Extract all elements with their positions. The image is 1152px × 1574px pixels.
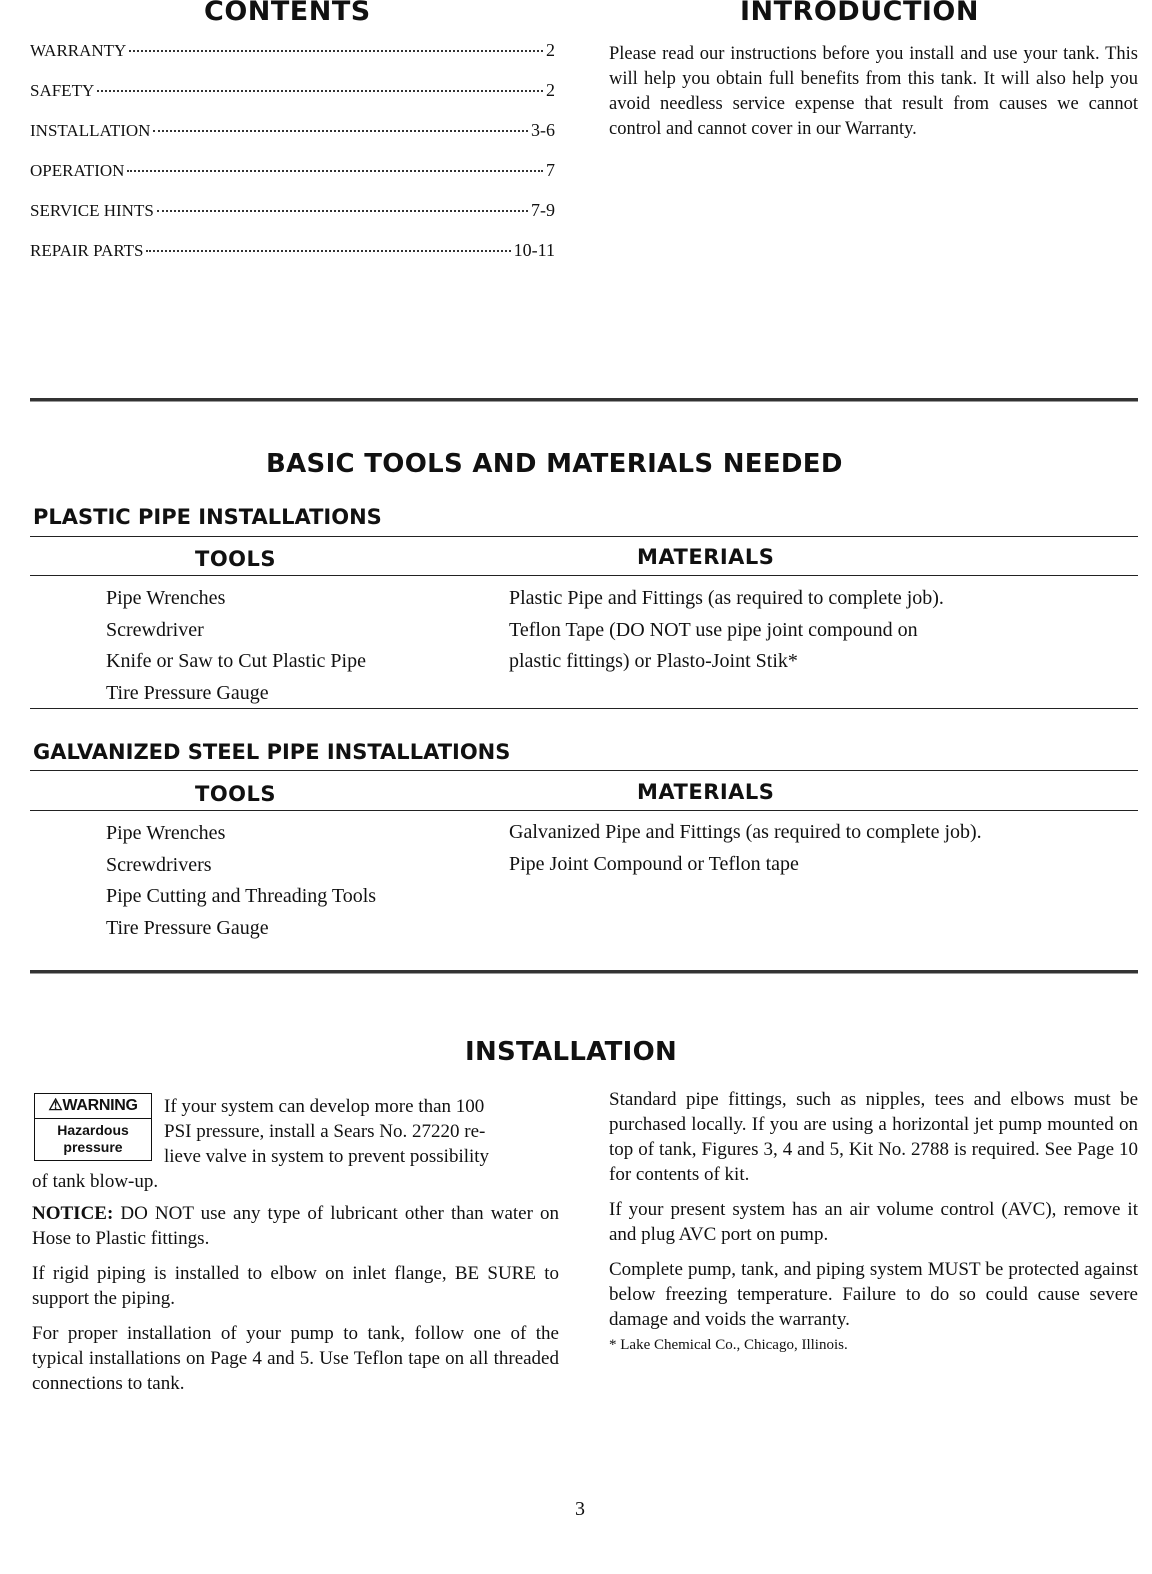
notice-label: NOTICE: [32, 1203, 114, 1224]
warning-header [35, 1094, 151, 1119]
rigid-piping-paragraph: If rigid piping is installed to elbow on inlet flange, BE SURE to support the piping. [32, 1263, 559, 1309]
introduction-text: Please read our instructions before you install and use your tank. This will help you obtain full benefits from this tank. It will also help you avoid needless service expense that result from causes we cannot control and cannot cover in our Warranty. [609, 44, 1138, 139]
toc-page: 3-6 [531, 120, 555, 140]
section-divider [30, 970, 1138, 974]
galvanized-materials-list [509, 817, 982, 880]
list-item: plastic fittings) or Plasto-Joint Stik* [509, 650, 798, 672]
proper-installation-paragraph: For proper installation of your pump to tank, follow one of the typical installations on Page 4 and 5. Use Teflon tape on all threaded connections to tank. [32, 1323, 559, 1394]
list-item: Screwdrivers [106, 853, 212, 876]
section-divider [30, 398, 1138, 402]
toc-page: 10-11 [513, 240, 555, 260]
toc-page: 7 [546, 160, 555, 180]
contents-item-service-hints[interactable] [30, 200, 555, 240]
hazard-line: pressure [63, 1139, 123, 1155]
toc-leader [97, 90, 543, 92]
contents-item-operation[interactable] [30, 160, 555, 200]
installation-right-column [609, 1087, 1138, 1342]
warning-text: WARNING [62, 1097, 138, 1114]
toc-leader [153, 130, 528, 132]
list-item: Pipe Joint Compound or Teflon tape [509, 852, 799, 875]
contents-heading: CONTENTS [204, 0, 371, 27]
toc-label: SERVICE HINTS [30, 201, 154, 220]
list-item: Knife or Saw to Cut Plastic Pipe [106, 650, 366, 672]
toc-leader [129, 50, 543, 52]
freezing-paragraph: Complete pump, tank, and piping system MUST be protected against below freezing temperature. Failure to do so could cause severe damage and voids the warranty. [609, 1259, 1138, 1330]
list-item: Pipe Cutting and Threading Tools [106, 885, 377, 907]
installation-left-column [32, 1201, 559, 1406]
divider-line [30, 536, 1138, 537]
warning-line: If your system can develop more than 100 [164, 1096, 485, 1117]
divider-line [30, 575, 1138, 576]
toc-label: SAFETY [30, 81, 95, 100]
toc-label: OPERATION [30, 161, 125, 180]
divider-line [30, 810, 1138, 811]
installation-heading: INSTALLATION [465, 1037, 678, 1067]
avc-paragraph: If your present system has an air volume control (AVC), remove it and plug AVC port on pump. [609, 1199, 1138, 1245]
galvanized-materials-heading: MATERIALS [637, 780, 775, 804]
contents-item-installation[interactable] [30, 120, 555, 160]
warning-triangle-icon: ⚠ [48, 1097, 63, 1114]
toc-page: 2 [546, 40, 555, 60]
warning-line: lieve valve in system to prevent possibility [164, 1146, 490, 1167]
plastic-materials-list [509, 583, 944, 678]
toc-label: WARRANTY [30, 41, 127, 60]
list-item: Pipe Wrenches [106, 587, 226, 609]
list-item: Tire Pressure Gauge [106, 916, 269, 939]
galvanized-tools-list [106, 818, 376, 944]
plastic-tools-list [106, 583, 366, 709]
divider-line [30, 770, 1138, 771]
list-item: Galvanized Pipe and Fittings (as required to complete job). [509, 821, 982, 843]
page-number: 3 [575, 1498, 585, 1520]
contents-item-safety[interactable] [30, 80, 555, 120]
contents-item-repair-parts[interactable] [30, 240, 555, 280]
hazard-text [35, 1119, 151, 1156]
warning-line: PSI pressure, install a Sears No. 27220 re- [164, 1121, 486, 1142]
warning-label [34, 1093, 152, 1161]
contents-list [30, 40, 555, 280]
plastic-materials-heading: MATERIALS [637, 545, 775, 569]
galvanized-tools-heading: TOOLS [195, 782, 277, 806]
footnote: * Lake Chemical Co., Chicago, Illinois. [609, 1337, 848, 1353]
introduction-heading: INTRODUCTION [740, 0, 979, 27]
list-item: Pipe Wrenches [106, 822, 226, 844]
list-item: Tire Pressure Gauge [106, 681, 269, 704]
plastic-tools-heading: TOOLS [195, 547, 277, 571]
toc-leader [127, 170, 543, 172]
toc-label: INSTALLATION [30, 121, 151, 140]
list-item: Plastic Pipe and Fittings (as required to complete job). [509, 587, 944, 609]
list-item: Screwdriver [106, 618, 204, 641]
warning-line: of tank blow-up. [32, 1171, 159, 1192]
toc-leader [146, 250, 510, 252]
list-item: Teflon Tape (DO NOT use pipe joint compound on [509, 618, 918, 641]
warning-paragraph [164, 1094, 489, 1169]
notice-text: DO NOT use any type of lubricant other than water on Hose to Plastic fittings. [32, 1203, 559, 1249]
galvanized-pipe-heading: GALVANIZED STEEL PIPE INSTALLATIONS [33, 740, 511, 764]
hazard-line: Hazardous [57, 1122, 129, 1138]
contents-item-warranty[interactable] [30, 40, 555, 80]
divider-line [30, 708, 1138, 709]
plastic-pipe-heading: PLASTIC PIPE INSTALLATIONS [33, 505, 382, 529]
toc-label: REPAIR PARTS [30, 241, 144, 260]
toc-page: 2 [546, 80, 555, 100]
toc-leader [157, 210, 528, 212]
tools-materials-heading: BASIC TOOLS AND MATERIALS NEEDED [266, 449, 843, 479]
fittings-paragraph: Standard pipe fittings, such as nipples, tees and elbows must be purchased locally. If you are using a horizontal jet pump mounted on top of tank, Figures 3, 4 and 5, Kit No. 2788 is required. See Page 10 for contents of kit. [609, 1089, 1138, 1185]
notice-paragraph [32, 1201, 559, 1251]
toc-page: 7-9 [531, 200, 555, 220]
